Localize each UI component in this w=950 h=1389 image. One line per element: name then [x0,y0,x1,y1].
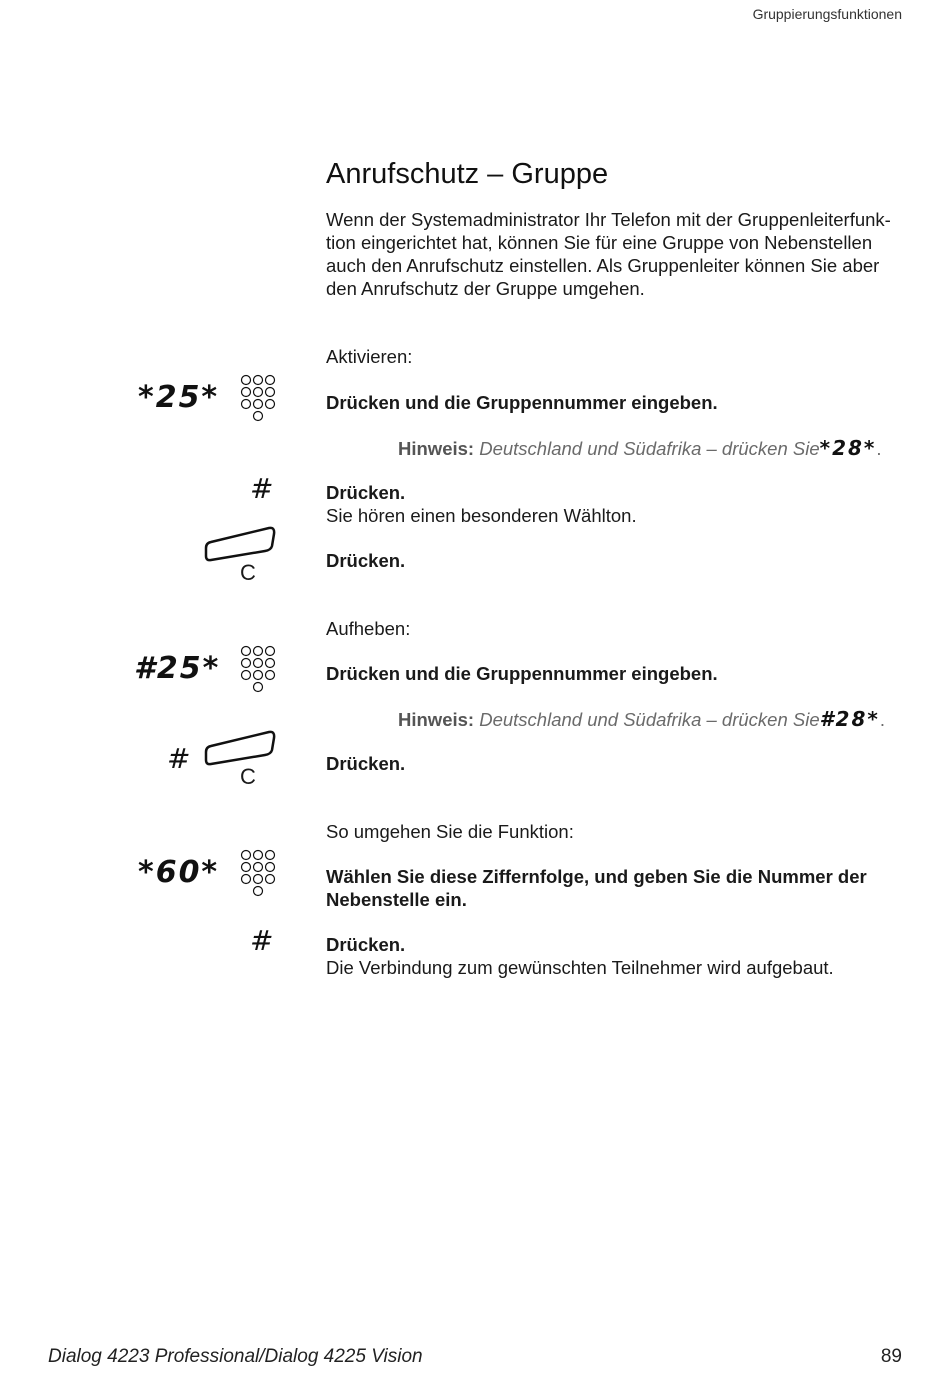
hash-key-icon: # [167,742,191,775]
intro-paragraph: Wenn der Systemadministrator Ihr Telefon mit der Gruppenleiterfunk-tion eingerichtet hat, können Sie für eine Gruppe von Nebenstellen auch den Anrufschutz einstellen. Als Gruppenleiter können Sie aber den Anrufschutz der Gruppe umgehen. [326,209,891,299]
activate-step3: Drücken. [326,550,406,571]
activate-step1: Drücken und die Gruppennummer eingeben. [326,392,718,413]
clear-key-label: C [240,560,256,585]
hash-key-icon: # [250,472,274,505]
activate-label: Aktivieren: [326,346,413,367]
hash-key-icon: # [250,924,274,957]
section-header: Gruppierungsfunktionen [752,6,902,22]
activate-step2: Drücken. [326,482,406,503]
note-label: Hinweis: [398,438,475,459]
cancel-note: Hinweis: Deutschland und Südafrika – drücken Sie#28*. [398,707,885,731]
bypass-code: *60* [138,855,220,890]
note-label: Hinweis: [398,709,475,730]
bypass-step1: Wählen Sie diese Ziffernfolge, und geben Sie die Nummer der Nebenstelle ein. [326,866,867,910]
bypass-step2: Drücken. [326,934,406,955]
page-title: Anrufschutz – Gruppe [326,158,609,190]
page-number: 89 [880,1346,902,1367]
cancel-code: #25* [134,651,221,686]
activate-note: Hinweis: Deutschland und Südafrika – drücken Sie*28*. [398,436,882,460]
note-code: #28* [819,707,880,731]
keypad-icon [240,849,278,899]
keypad-icon [240,645,278,695]
note-code: *28* [819,436,877,460]
cancel-label: Aufheben: [326,618,411,639]
bypass-step2-detail: Die Verbindung zum gewünschten Teilnehmer wird aufgebaut. [326,957,834,978]
note-text: Deutschland und Südafrika – drücken Sie [479,709,820,730]
footer-product: Dialog 4223 Professional/Dialog 4225 Vision [48,1346,423,1367]
note-text: Deutschland und Südafrika – drücken Sie [479,438,820,459]
cancel-step1: Drücken und die Gruppennummer eingeben. [326,663,718,684]
keypad-icon [240,374,278,424]
bypass-label: So umgehen Sie die Funktion: [326,821,574,842]
clear-key-label: C [240,764,256,789]
activate-step2-detail: Sie hören einen besonderen Wählton. [326,505,637,526]
activate-code: *25* [138,380,220,415]
cancel-step2: Drücken. [326,753,406,774]
